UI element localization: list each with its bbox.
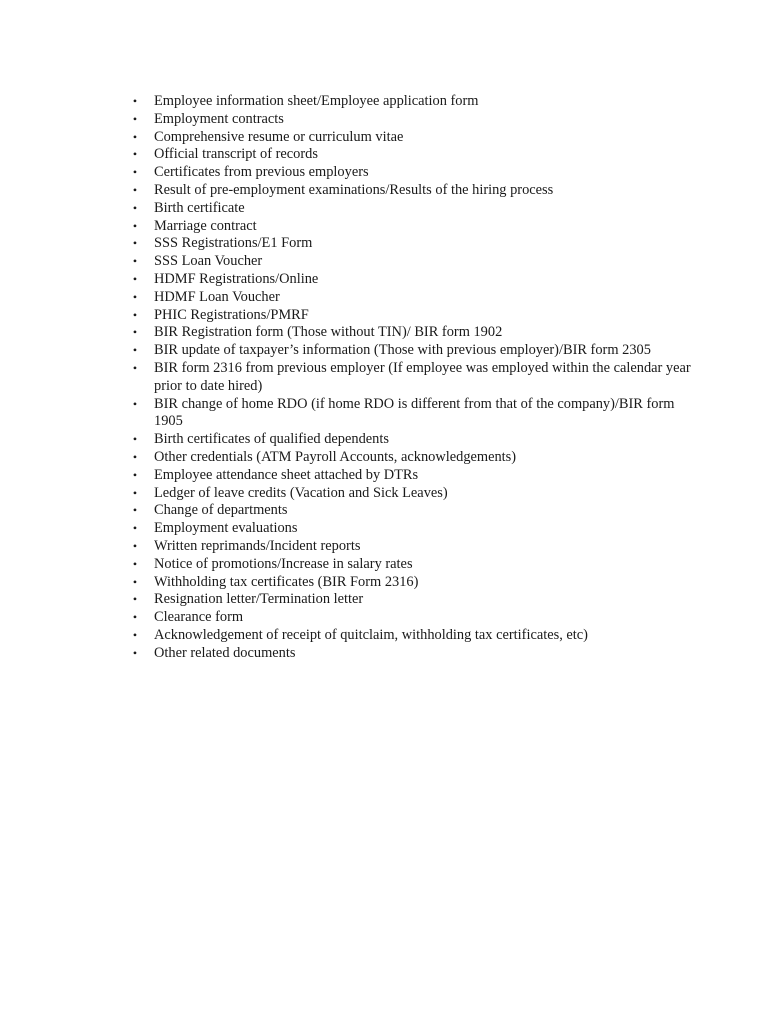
bullet-icon: • — [132, 129, 138, 144]
list-item-text: Result of pre-employment examinations/Results of the hiring process — [154, 181, 554, 198]
list-item — [0, 289, 768, 307]
list-item-text: HDMF Loan Voucher — [154, 288, 280, 305]
list-item-text: Change of departments — [154, 502, 288, 519]
list-item-text: Employment evaluations — [154, 520, 298, 537]
bullet-icon: • — [132, 165, 138, 180]
list-item-text: BIR update of taxpayer’s information (Those with previous employer)/BIR form 2305 — [154, 342, 651, 359]
list-item — [0, 271, 768, 289]
bullet-icon: • — [132, 200, 138, 215]
list-item-text: BIR form 2316 from previous employer (If employee was employed within the calendar year prior to date hired) — [154, 359, 691, 394]
list-item — [0, 449, 768, 467]
bullet-icon: • — [132, 94, 138, 108]
list-item-text: Ledger of leave credits (Vacation and Sick Leaves) — [154, 484, 448, 501]
bullet-icon: • — [132, 360, 138, 375]
bullet-icon: • — [132, 236, 138, 251]
list-item-text: Notice of promotions/Increase in salary rates — [154, 555, 413, 572]
bullet-icon: • — [132, 574, 138, 589]
bullet-icon: • — [132, 343, 138, 358]
list-item-text: BIR change of home RDO (if home RDO is different from that of the company)/BIR form 1905 — [154, 395, 675, 430]
list-item — [0, 164, 768, 182]
bullet-icon: • — [132, 325, 138, 340]
bullet-icon: • — [132, 111, 138, 126]
list-item — [0, 556, 768, 574]
bullet-icon: • — [132, 467, 138, 482]
list-item-text: Clearance form — [154, 609, 244, 626]
list-item — [0, 307, 768, 325]
list-item — [0, 574, 768, 592]
list-item — [0, 324, 768, 342]
list-item-text: Employee information sheet/Employee application form — [154, 93, 479, 109]
bullet-icon: • — [132, 592, 138, 607]
bullet-icon: • — [132, 271, 138, 286]
list-item — [0, 342, 768, 360]
list-item-text: Birth certificate — [154, 199, 245, 216]
bullet-icon: • — [132, 396, 138, 411]
bullet-icon: • — [132, 521, 138, 536]
list-item-text: Other related documents — [154, 644, 296, 661]
list-item-text: BIR Registration form (Those without TIN)/ BIR form 1902 — [154, 324, 503, 341]
list-item-text: Written reprimands/Incident reports — [154, 537, 361, 554]
bullet-icon: • — [132, 538, 138, 553]
list-item-text: Comprehensive resume or curriculum vitae — [154, 128, 404, 145]
list-item — [0, 93, 768, 111]
list-item-text: SSS Loan Voucher — [154, 253, 263, 270]
list-item — [0, 235, 768, 253]
list-item — [0, 627, 768, 645]
list-item-text: SSS Registrations/E1 Form — [154, 235, 313, 252]
bullet-icon: • — [132, 254, 138, 269]
list-item — [0, 609, 768, 627]
list-item — [0, 200, 768, 218]
list-item-text: Official transcript of records — [154, 146, 318, 163]
list-item-text: Acknowledgement of receipt of quitclaim, withholding tax certificates, etc) — [154, 626, 588, 643]
bullet-icon: • — [132, 610, 138, 625]
list-item — [0, 485, 768, 503]
list-item — [0, 360, 768, 396]
list-item — [0, 467, 768, 485]
list-item — [0, 182, 768, 200]
list-item-text: Withholding tax certificates (BIR Form 2316) — [154, 573, 419, 590]
list-item — [0, 396, 768, 432]
list-item — [0, 645, 768, 663]
bullet-icon: • — [132, 432, 138, 447]
list-item-text: Other credentials (ATM Payroll Accounts, acknowledgements) — [154, 448, 517, 465]
bullet-icon: • — [132, 503, 138, 518]
bullet-icon: • — [132, 556, 138, 571]
list-item — [0, 431, 768, 449]
list-item-text: Certificates from previous employers — [154, 164, 369, 181]
list-item — [0, 218, 768, 236]
bullet-icon: • — [132, 218, 138, 233]
list-item — [0, 538, 768, 556]
list-item-text: Marriage contract — [154, 217, 257, 234]
bullet-icon: • — [132, 627, 138, 642]
list-item — [0, 502, 768, 520]
list-item — [0, 591, 768, 609]
bullet-icon: • — [132, 147, 138, 162]
bullet-icon: • — [132, 289, 138, 304]
list-item-text: Resignation letter/Termination letter — [154, 591, 364, 608]
list-item — [0, 253, 768, 271]
list-item-text: Birth certificates of qualified dependents — [154, 431, 389, 448]
list-item-text: Employee attendance sheet attached by DTRs — [154, 466, 419, 483]
bullet-icon: • — [132, 182, 138, 197]
list-item-text: PHIC Registrations/PMRF — [154, 306, 309, 323]
bullet-icon: • — [132, 485, 138, 500]
list-item-text: HDMF Registrations/Online — [154, 270, 319, 287]
requirements-list — [0, 93, 768, 663]
list-item — [0, 520, 768, 538]
bullet-icon: • — [132, 307, 138, 322]
bullet-icon: • — [132, 645, 138, 660]
list-item-text: Employment contracts — [154, 110, 284, 127]
list-item — [0, 111, 768, 129]
list-item — [0, 146, 768, 164]
bullet-icon: • — [132, 449, 138, 464]
list-item — [0, 129, 768, 147]
